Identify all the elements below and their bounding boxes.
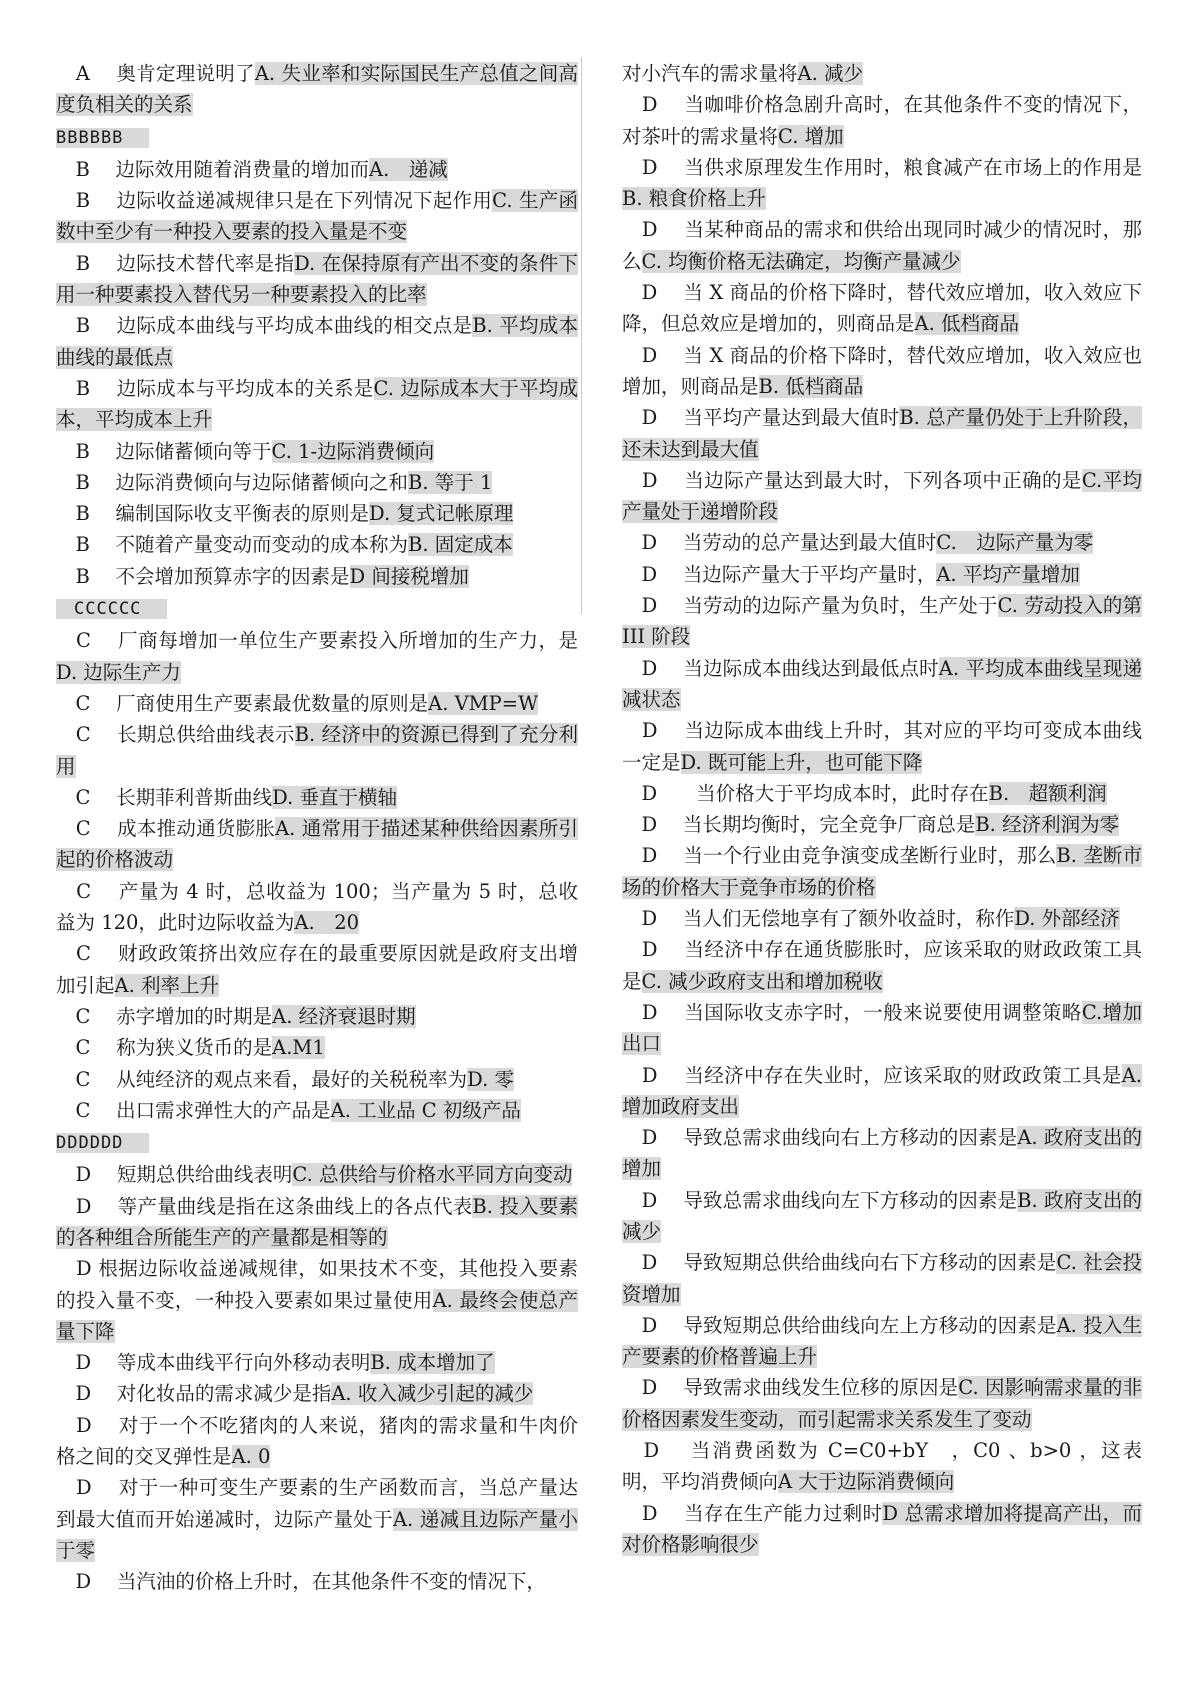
question-item <box>56 1410 578 1473</box>
question-item <box>56 436 578 467</box>
question-item <box>56 58 578 121</box>
question-text: D 导致总需求曲线向左下方移动的因素是 <box>622 1188 1018 1212</box>
answer-highlight: D. 垂直于横轴 <box>272 785 397 809</box>
question-item <box>622 1372 1142 1435</box>
question-text: B 边际效用随着消费量的增加而 <box>56 157 370 181</box>
question-item <box>622 340 1142 403</box>
answer-highlight: B. 政府支出的减少 <box>622 1188 1142 1243</box>
answer-highlight: A. 20 <box>294 911 360 935</box>
answer-highlight: A. 利率上升 <box>114 973 219 997</box>
question-text: D 当边际产量达到最大时，下列各项中正确的是 <box>622 468 1082 492</box>
question-text: D 当长期均衡时，完全竞争厂商总是 <box>622 813 976 837</box>
question-item <box>56 467 578 498</box>
question-text: B 边际技术替代率是指 <box>56 251 295 275</box>
answer-highlight: B. 超额利润 <box>988 781 1107 805</box>
question-text: D 当国际收支赤字时，一般来说要使用调整策略 <box>622 1000 1082 1024</box>
answer-highlight: C. 减少政府支出和增加税收 <box>641 969 883 993</box>
answer-highlight: C. 边际成本大于平均成本，平均成本上升 <box>56 376 579 432</box>
question-text: B 不会增加预算赤字的因素是 <box>56 564 350 588</box>
question-item <box>56 498 578 529</box>
question-item <box>56 1064 578 1095</box>
question-item <box>56 1001 578 1032</box>
question-text: C 长期总供给曲线表示 <box>56 723 295 747</box>
question-text: B 不随着产量变动而变动的成本称为 <box>56 533 409 557</box>
question-item <box>56 1472 578 1566</box>
answer-highlight: A. 递减且边际产量小于零 <box>56 1507 578 1562</box>
question-item <box>622 1122 1142 1185</box>
question-text: D 短期总供给曲线表明 <box>56 1163 293 1187</box>
question-item <box>622 715 1142 778</box>
answer-highlight: B. 粮食价格上升 <box>622 187 766 211</box>
section-header <box>56 1126 578 1159</box>
question-item <box>622 934 1142 997</box>
question-item <box>622 152 1142 215</box>
question-text: D 根据边际收益递减规律，如果技术不变，其他投入要素的投入量不变，一种投入要素如果过量使用 <box>56 1257 578 1312</box>
answer-highlight: A. 经济衰退时期 <box>272 1004 416 1028</box>
question-item <box>622 903 1142 934</box>
answer-highlight: A. 减少 <box>797 62 863 85</box>
answer-highlight: A. 工业品 C 初级产品 <box>330 1098 521 1122</box>
question-text: D 当平均产量达到最大值时 <box>622 406 900 430</box>
question-text: D 导致短期总供给曲线向右下方移动的因素是 <box>622 1251 1057 1275</box>
answer-highlight: B. 固定成本 <box>408 533 513 557</box>
question-item <box>56 310 578 373</box>
answer-highlight: A.M1 <box>272 1036 325 1060</box>
answer-highlight: A. 递减 <box>369 157 448 181</box>
answer-highlight: C. 均衡价格无法确定，均衡产量减少 <box>641 249 961 273</box>
question-item <box>622 778 1142 809</box>
question-text: D 导致总需求曲线向右上方移动的因素是 <box>622 1126 1018 1150</box>
question-text: D 当 X 商品的价格下降时，替代效应增加，收入效应也增加，则商品是 <box>622 343 1142 398</box>
answer-highlight: D 间接税增加 <box>349 564 469 588</box>
question-item <box>56 625 578 688</box>
question-item <box>56 719 578 782</box>
section-header-label: DDDDDD <box>56 1133 149 1153</box>
question-item <box>622 1310 1142 1373</box>
question-text: D 当人们无偿地享有了额外收益时，称作 <box>622 907 1015 931</box>
left-column <box>56 58 578 1598</box>
question-item <box>622 89 1142 152</box>
question-text: D 当劳动的边际产量为负时，生产处于 <box>622 594 998 618</box>
question-text: D 当经济中存在通货膨胀时，应该采取的财政政策工具是 <box>622 938 1142 993</box>
question-item <box>56 185 578 248</box>
question-item <box>56 561 578 592</box>
question-text: C 长期菲利普斯曲线 <box>56 785 273 809</box>
answer-highlight: C. 增加 <box>778 124 844 148</box>
question-text: D 对于一个不吃猪肉的人来说，猪肉的需求量和牛肉价格之间的交叉弹性是 <box>56 1413 578 1469</box>
question-text: C 成本推动通货膨胀 <box>56 817 276 841</box>
question-text: D 当边际成本曲线达到最低点时 <box>622 656 939 680</box>
question-text: D 等产量曲线是指在这条曲线上的各点代表 <box>56 1194 473 1218</box>
question-text: B 边际储蓄倾向等于 <box>56 439 272 463</box>
answer-highlight: A. 增加政府支出 <box>622 1063 1142 1118</box>
question-item <box>622 809 1142 840</box>
question-text: D 当一个行业由竞争演变成垄断行业时，那么 <box>622 844 1057 868</box>
question-text: C 赤字增加的时期是 <box>56 1004 273 1028</box>
answer-highlight: B. 总产量仍处于上升阶段，还未达到最大值 <box>622 406 1142 461</box>
answer-highlight: A. 政府支出的增加 <box>622 1126 1142 1181</box>
answer-highlight: A. 0 <box>231 1445 271 1469</box>
question-text: D 对于一种可变生产要素的生产函数而言，当总产量达到最大值而开始递减时，边际产量处于 <box>56 1476 578 1531</box>
right-column <box>622 58 1142 1560</box>
question-item <box>56 1191 578 1254</box>
question-text: D 对化妆品的需求减少是指 <box>56 1382 332 1406</box>
section-header <box>56 121 578 154</box>
question-item <box>622 1060 1142 1123</box>
question-item <box>622 590 1142 653</box>
question-item <box>56 938 578 1001</box>
question-item <box>56 1347 578 1378</box>
question-text: D 当劳动的总产量达到最大值时 <box>622 531 937 555</box>
question-item <box>56 813 578 876</box>
answer-highlight: D. 零 <box>467 1067 514 1091</box>
question-text: D 当边际成本曲线上升时，其对应的平均可变成本曲线一定是 <box>622 719 1142 774</box>
answer-highlight: A. 平均成本曲线呈现递减状态 <box>622 656 1142 711</box>
question-item <box>56 154 578 185</box>
column-divider <box>581 58 582 614</box>
question-item <box>56 248 578 311</box>
question-item <box>622 840 1142 903</box>
question-text: D 当汽油的价格上升时，在其他条件不变的情况下， <box>56 1570 546 1594</box>
answer-highlight: D. 既可能上升，也可能下降 <box>680 750 923 774</box>
answer-highlight: B. 投入要素的各种组合所能生产的产量都是相等的 <box>56 1194 578 1249</box>
answer-highlight: A. 投入生产要素的价格普遍上升 <box>622 1313 1142 1369</box>
question-item <box>622 997 1142 1060</box>
section-header <box>56 592 578 625</box>
question-text: D 当存在生产能力过剩时 <box>622 1501 883 1525</box>
answer-highlight: A. 平均产量增加 <box>936 562 1080 586</box>
question-text: D 当咖啡价格急剧升高时，在其他条件不变的情况下，对茶叶的需求量将 <box>622 93 1142 148</box>
question-item <box>622 277 1142 340</box>
question-text: D 当价格大于平均成本时，此时存在 <box>622 781 989 805</box>
question-text: B 边际收益递减规律只是在下列情况下起作用 <box>56 189 493 213</box>
question-text: B 边际消费倾向与边际储蓄倾向之和 <box>56 470 409 494</box>
question-item <box>622 1498 1142 1561</box>
question-item <box>56 1378 578 1409</box>
question-text: D 当供求原理发生作用时，粮食减产在市场上的作用是 <box>622 155 1142 179</box>
question-text: B 边际成本与平均成本的关系是 <box>56 376 374 400</box>
answer-highlight: D 总需求增加将提高产出，而对价格影响很少 <box>622 1501 1142 1556</box>
answer-highlight: C. 因影响需求量的非价格因素发生变动，而引起需求关系发生了变动 <box>622 1376 1142 1431</box>
question-item <box>56 1253 578 1347</box>
answer-highlight: C. 劳动投入的第 III 阶段 <box>622 594 1142 649</box>
question-text: C 称为狭义货币的是 <box>56 1036 273 1060</box>
question-text: C 厂商使用生产要素最优数量的原则是 <box>56 691 429 715</box>
question-text: 对小汽车的需求量将 <box>622 62 798 85</box>
question-text: B 编制国际收支平衡表的原则是 <box>56 502 370 526</box>
answer-highlight: A. VMP=W <box>428 691 539 715</box>
question-text: D 当 X 商品的价格下降时，替代效应增加，收入效应下降，但总效应是增加的，则商品是 <box>622 281 1142 336</box>
question-text: C 厂商每增加一单位生产要素投入所增加的生产力，是 <box>56 629 578 653</box>
question-text: C 从纯经济的观点来看，最好的关税税率为 <box>56 1067 468 1091</box>
answer-highlight: A. 失业率和实际国民生产总值之间高度负相关的关系 <box>56 62 578 117</box>
answer-highlight: B. 低档商品 <box>758 374 864 398</box>
question-text: D 当边际产量大于平均产量时， <box>622 562 937 586</box>
answer-highlight: C.增加出口 <box>622 1000 1142 1056</box>
answer-highlight: A. 收入减少引起的减少 <box>331 1382 534 1406</box>
question-text: D 当经济中存在失业时，应该采取的财政政策工具是 <box>622 1063 1122 1087</box>
question-text: B 边际成本曲线与平均成本曲线的相交点是 <box>56 314 473 338</box>
question-item <box>622 1247 1142 1310</box>
question-text: D 导致需求曲线发生位移的原因是 <box>622 1376 959 1400</box>
answer-highlight: D. 复式记帐原理 <box>369 502 514 526</box>
answer-highlight: B. 平均成本曲线的最低点 <box>56 314 578 369</box>
answer-highlight: D. 在保持原有产出不变的条件下用一种要素投入替代另一种要素投入的比率 <box>56 251 578 307</box>
question-item <box>56 1095 578 1126</box>
answer-highlight: C. 边际产量为零 <box>936 531 1094 555</box>
answer-highlight: B. 经济中的资源已得到了充分利用 <box>56 723 579 778</box>
question-text: C 产量为 4 时，总收益为 100；当产量为 5 时，总收益为 120，此时边际收益为 <box>56 879 578 935</box>
answer-highlight: C. 生产函数中至少有一种投入要素的投入量是不变 <box>56 189 579 244</box>
section-header-label: BBBBBB <box>56 128 149 148</box>
answer-highlight: C.平均产量处于递增阶段 <box>622 468 1142 524</box>
question-text: D 当消费函数为 C=C0+bY ，C0 、b>0 ，这表明，平均消费倾向 <box>622 1439 1142 1494</box>
answer-highlight: C. 1-边际消费倾向 <box>271 439 435 463</box>
question-item <box>56 782 578 813</box>
question-item <box>56 876 578 939</box>
question-item <box>622 214 1142 277</box>
question-item <box>622 559 1142 590</box>
answer-highlight: D. 边际生产力 <box>56 660 181 684</box>
question-item <box>622 58 1142 89</box>
answer-highlight: A. 最终会使总产量下降 <box>56 1288 578 1343</box>
answer-highlight: B. 经济利润为零 <box>975 813 1120 837</box>
answer-highlight: B. 等于 1 <box>408 470 493 494</box>
question-item <box>622 465 1142 528</box>
question-item <box>56 529 578 560</box>
question-text: D 导致短期总供给曲线向左上方移动的因素是 <box>622 1313 1057 1337</box>
answer-highlight: A. 通常用于描述某种供给因素所引起的价格波动 <box>56 817 578 872</box>
question-text: A 奥肯定理说明了 <box>56 62 255 85</box>
question-text: D 当某种商品的需求和供给出现同时减少的情况时，那么 <box>622 218 1142 273</box>
question-item <box>622 653 1142 716</box>
question-item <box>622 1185 1142 1248</box>
answer-highlight: C. 总供给与价格水平同方向变动 <box>292 1163 573 1187</box>
answer-highlight: C. 社会投资增加 <box>622 1251 1142 1306</box>
question-item <box>56 688 578 719</box>
answer-highlight: A. 低档商品 <box>914 312 1019 336</box>
answer-highlight: B. 垄断市场的价格大于竞争市场的价格 <box>622 844 1142 899</box>
question-item <box>622 527 1142 558</box>
question-text: D 等成本曲线平行向外移动表明 <box>56 1351 371 1375</box>
section-header-label: CCCCCC <box>56 599 167 619</box>
answer-highlight: D. 外部经济 <box>1014 907 1120 931</box>
answer-highlight: A 大于边际消费倾向 <box>778 1470 955 1494</box>
answer-highlight: B. 成本增加了 <box>370 1351 495 1375</box>
question-item <box>56 1159 578 1190</box>
question-text: C 财政政策挤出效应存在的最重要原因就是政府支出增加引起 <box>56 942 578 997</box>
question-item <box>622 1435 1142 1498</box>
question-text: C 出口需求弹性大的产品是 <box>56 1098 331 1122</box>
question-item <box>56 1032 578 1063</box>
question-item <box>56 373 578 436</box>
question-item <box>56 1566 578 1597</box>
question-item <box>622 402 1142 465</box>
